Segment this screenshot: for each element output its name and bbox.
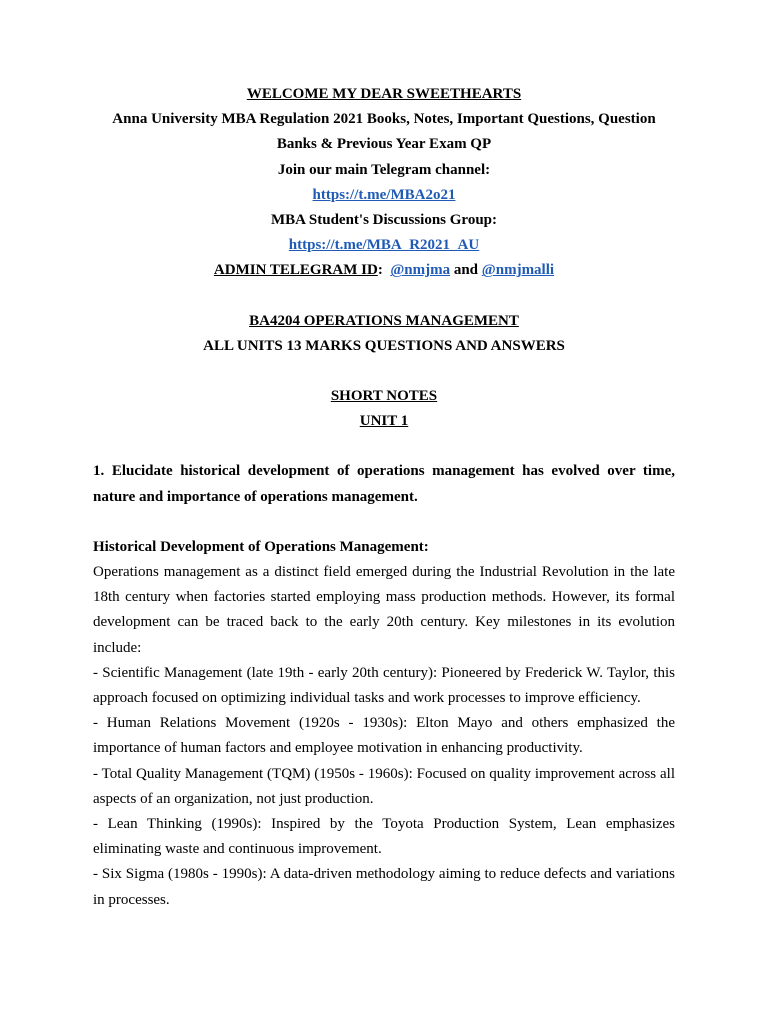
question-text: 1. Elucidate historical development of operations management has evolved over time, nature and importance of operations management. <box>93 463 675 505</box>
admin-id-label: ADMIN TELEGRAM ID <box>213 262 378 279</box>
list-item: - Human Relations Movement (1920s - 1930s): Elton Mayo and others emphasized the importance of human factors and employee motivation in enhancing productivity. <box>93 715 675 757</box>
telegram-channel-row <box>93 183 675 208</box>
course-subtitle: ALL UNITS 13 MARKS QUESTIONS AND ANSWERS <box>203 337 565 354</box>
section-heading: Historical Development of Operations Management: <box>93 538 429 555</box>
list-item: - Scientific Management (late 19th - early 20th century): Pioneered by Frederick W. Taylor, this approach focused on optimizing individual tasks and work processes to improve efficiency. <box>93 664 675 707</box>
intro-line-2: Banks & Previous Year Exam QP <box>276 136 492 153</box>
intro-paragraph: Operations management as a distinct field emerged during the Industrial Revolution in the late 18th century when factories started employing mass production methods. However, its formal development can be traced back to the early 20th century. Key milestones in its evolution include: <box>93 564 675 656</box>
admin-id-link-2[interactable]: @nmjmalli <box>481 262 555 279</box>
welcome-heading: WELCOME MY DEAR SWEETHEARTS <box>246 86 522 102</box>
list-item: - Total Quality Management (TQM) (1950s - 1960s): Focused on quality improvement across all aspects of an organization, not just production. <box>93 765 675 807</box>
telegram-join-label: Join our main Telegram channel: <box>277 161 491 178</box>
admin-id-and: and <box>453 262 479 279</box>
discussion-group-label: MBA Student's Discussions Group: <box>270 212 498 229</box>
list-item: - Lean Thinking (1990s): Inspired by the Toyota Production System, Lean emphasizes eliminating waste and continuous improvement. <box>93 816 675 858</box>
list-item: - Six Sigma (1980s - 1990s): A data-driven methodology aiming to reduce defects and variations in processes. <box>93 866 675 908</box>
admin-id-link-1[interactable]: @nmjma <box>390 262 451 279</box>
discussion-group-link[interactable]: https://t.me/MBA_R2021_AU <box>288 237 480 254</box>
telegram-channel-link[interactable]: https://t.me/MBA2o21 <box>312 186 456 203</box>
short-notes-heading: SHORT NOTES <box>330 388 438 405</box>
intro-line-1: Anna University MBA Regulation 2021 Books, Notes, Important Questions, Question <box>112 111 656 128</box>
course-title: BA4204 OPERATIONS MANAGEMENT <box>249 312 519 329</box>
document-page <box>93 82 675 913</box>
discussion-group-row <box>93 233 675 258</box>
unit-heading: UNIT 1 <box>359 413 409 430</box>
admin-id-colon: : <box>377 262 383 279</box>
admin-id-row <box>93 258 675 283</box>
